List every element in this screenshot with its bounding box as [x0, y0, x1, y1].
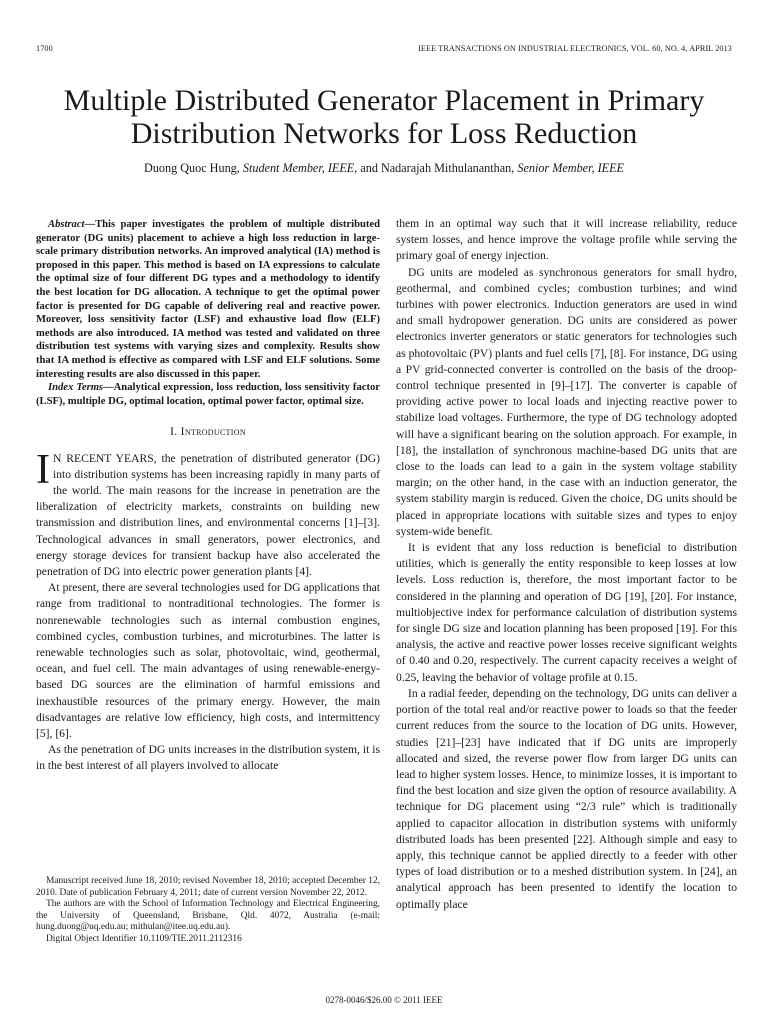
drop-cap: I — [36, 446, 50, 493]
journal-header: IEEE TRANSACTIONS ON INDUSTRIAL ELECTRONICS, VOL. 60, NO. 4, APRIL 2013 — [418, 44, 732, 53]
index-terms — [36, 381, 380, 408]
paper-title: Multiple Distributed Generator Placement in Primary Distribution Networks for Loss Reduction — [63, 84, 705, 150]
author-2-role: Senior Member, IEEE — [517, 161, 624, 175]
right-paragraph-3: In a radial feeder, depending on the technology, DG units can deliver a portion of the total real and/or reactive power to loads so that the feeder current reduces from the source to the location of DG units. However, studies [21]–[23] have indicated that if DG units are improperly allocated and sized, the reverse power flow from larger DG units can lead to higher system losses. Hence, to minimize losses, it is important to find the best location and size given the option of resource availability. A technique for DG placement using “2/3 rule” which is traditionally applied to capacitor allocation in distribution systems with uniformly distributed loads has been presented [22]. Although simple and easy to apply, this technique cannot be applied directly to a feeder with other types of load distribution or to a meshed distribution system. In [24], an analytical approach has been presented to identify the location to optimally place — [396, 686, 737, 911]
intro-paragraph-1-text: N RECENT YEARS, the penetration of distributed generator (DG) into distribution systems has been increasing rapidly in many parts of the world. The main reasons for the increase in penetration are the liberalization of electricity markets, constraints on building new transmission and distribution lines, and environmental concerns [1]–[3]. Technological advances in small generators, power electronics, and energy storage devices for transient backup have also accelerated the penetration of DG into electric power generation plants [4]. — [36, 451, 380, 578]
footnote-manuscript: Manuscript received June 18, 2010; revised November 18, 2010; accepted December 12, 2010. Date of publication February 4, 2011; date of current version November 22, 2012. — [36, 876, 380, 898]
copyright-line: 0278-0046/$26.00 © 2011 IEEE — [325, 995, 443, 1005]
abstract-label: Abstract — [48, 219, 85, 230]
footnote-affiliation: The authors are with the School of Information Technology and Electrical Engineering, the University of Queensland, Brisbane, Qld. 4072, Australia (e-mail: hung.duong@uq.edu.au; mithulan@itee.uq.edu.au). — [36, 899, 380, 933]
index-terms-text: —Analytical expression, loss reduction, loss sensitivity factor (LSF), multiple DG, optimal location, optimal power factor, optimal size. — [36, 382, 380, 407]
footnote-doi: Digital Object Identifier 10.1109/TIE.2011.2112316 — [46, 933, 242, 944]
right-paragraph-continued: them in an optimal way such that it will increase reliability, reduce system losses, and hence improve the voltage profile while serving the primary goal of energy injection. — [396, 217, 737, 263]
author-1-role: Student Member, IEEE, — [242, 161, 358, 175]
intro-paragraph-3: As the penetration of DG units increases in the distribution system, it is in the best interest of all players involved to allocate — [36, 743, 380, 773]
footnotes — [36, 876, 380, 946]
abstract-text: —This paper investigates the problem of multiple distributed generator (DG units) placement to achieve a high loss reduction in large-scale primary distribution networks. An improved analytical (IA) method is proposed in this paper. This method is based on IA expressions to calculate the optimal size of four different DG types and a methodology to identify the best location for DG allocation. A technique to get the optimal power factor is presented for DG capable of delivering real and reactive power. Moreover, loss sensitivity factor (LSF) and exhaustive load flow (ELF) methods are also introduced. IA method was tested and validated on three distribution test systems with varying sizes and complexity. Results show that IA method is effective as compared with LSF and ELF solutions. Some interesting results are also discussed in this paper. — [36, 219, 380, 380]
intro-paragraph-1 — [36, 446, 380, 581]
page-number: 1700 — [36, 44, 53, 53]
section-title: Introduction — [180, 425, 246, 439]
intro-paragraph-2: At present, there are several technologies used for DG applications that range from traditional to nontraditional technologies. The former is nonrenewable technologies such as internal combustion engines, combined cycles, combustion turbines, and microturbines. The latter is renewable technologies such as solar, photovoltaic, wind, geothermal, ocean, and fuel cell. The main advantages of using renewable-energy-based DG sources are the elimination of harmful emissions and inexhaustible resources of the primary energy. However, the main disadvantages are relative low efficiency, high costs, and intermittency [5], [6]. — [36, 581, 380, 740]
index-terms-label: Index Terms — [48, 382, 104, 394]
right-column — [396, 216, 737, 913]
left-column — [36, 218, 380, 775]
abstract — [36, 218, 380, 381]
section-heading-introduction — [36, 424, 380, 440]
right-paragraph-2: It is evident that any loss reduction is beneficial to distribution utilities, which is generally the entity responsible to keep losses at low levels. Loss reduction is, therefore, the most important factor to be considered in the planning and operation of DG [19], [20]. For instance, multiobjective index for performance calculation of distribution systems for single DG size and location planning has been proposed [19]. For this analysis, the active and reactive power losses receive significant weights of 0.40 and 0.20, respectively. The current capacity receives a weight of 0.25, leaving the behavior of voltage profile at 0.15. — [396, 541, 737, 684]
author-line — [36, 160, 732, 176]
section-number: I. — [170, 425, 181, 439]
author-1: Duong Quoc Hung, — [144, 161, 240, 175]
author-2: and Nadarajah Mithulananthan, — [357, 161, 515, 175]
running-header — [36, 44, 732, 58]
right-paragraph-1: DG units are modeled as synchronous generators for small hydro, geothermal, and combined cycles; combustion turbines; and wind turbines with power electronics. Induction generators are used in wind and small hydropower generation. DG units are considered as power electronics inverter generators or static generators for technologies such as photovoltaic (PV) plants and fuel cells [7], [8]. For instance, DG using a PV grid-connected converter is controlled on the basis of the droop-control technique presented in [9]–[17]. The converter is capable of providing active power to local loads and injecting reactive power to stabilize load voltages. Furthermore, the type of DG technology adopted will have a significant bearing on the solution approach. For example, in [18], the installation of synchronous machine-based DG units that are close to the loads can lead to a gain in the system voltage stability margin; on the other hand, in the case with an induction generator, the system stability margin is reduced. Given the choice, DG units should be placed in appropriate locations with suitable sizes and types to enjoy system-wide benefit. — [396, 265, 737, 538]
